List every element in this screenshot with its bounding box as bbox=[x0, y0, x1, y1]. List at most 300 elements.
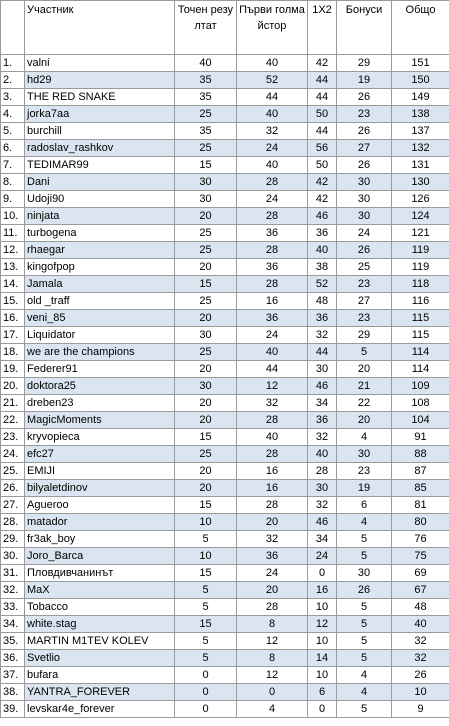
x12-cell: 42 bbox=[308, 174, 337, 191]
exact-result-cell: 20 bbox=[175, 395, 237, 412]
exact-result-cell: 20 bbox=[175, 259, 237, 276]
total-cell: 87 bbox=[392, 463, 449, 480]
header-exact-result: Точен резултат bbox=[175, 1, 237, 55]
exact-result-cell: 25 bbox=[175, 225, 237, 242]
x12-cell: 16 bbox=[308, 582, 337, 599]
exact-result-cell: 35 bbox=[175, 123, 237, 140]
participant-cell: THE RED SNAKE bbox=[25, 89, 175, 106]
first-scorer-cell: 32 bbox=[237, 395, 308, 412]
participant-cell: MagicMoments bbox=[25, 412, 175, 429]
x12-cell: 14 bbox=[308, 650, 337, 667]
total-cell: 114 bbox=[392, 344, 449, 361]
first-scorer-cell: 28 bbox=[237, 174, 308, 191]
table-row bbox=[1, 157, 449, 174]
bonus-cell: 23 bbox=[337, 310, 392, 327]
x12-cell: 50 bbox=[308, 106, 337, 123]
bonus-cell: 26 bbox=[337, 89, 392, 106]
exact-result-cell: 0 bbox=[175, 684, 237, 701]
participant-cell: Federer91 bbox=[25, 361, 175, 378]
table-row bbox=[1, 412, 449, 429]
participant-cell: levskar4e_forever bbox=[25, 701, 175, 718]
standings-body bbox=[1, 55, 449, 718]
total-cell: 121 bbox=[392, 225, 449, 242]
exact-result-cell: 10 bbox=[175, 548, 237, 565]
bonus-cell: 5 bbox=[337, 633, 392, 650]
participant-cell: hd29 bbox=[25, 72, 175, 89]
rank-cell: 17. bbox=[1, 327, 25, 344]
participant-cell: valni bbox=[25, 55, 175, 72]
exact-result-cell: 5 bbox=[175, 650, 237, 667]
participant-cell: Tobacco bbox=[25, 599, 175, 616]
participant-cell: ninjata bbox=[25, 208, 175, 225]
header-total: Общо bbox=[392, 1, 449, 55]
exact-result-cell: 15 bbox=[175, 565, 237, 582]
rank-cell: 19. bbox=[1, 361, 25, 378]
total-cell: 81 bbox=[392, 497, 449, 514]
x12-cell: 50 bbox=[308, 157, 337, 174]
rank-cell: 9. bbox=[1, 191, 25, 208]
bonus-cell: 23 bbox=[337, 276, 392, 293]
x12-cell: 42 bbox=[308, 191, 337, 208]
participant-cell: we are the champions bbox=[25, 344, 175, 361]
exact-result-cell: 30 bbox=[175, 378, 237, 395]
table-row bbox=[1, 208, 449, 225]
rank-cell: 2. bbox=[1, 72, 25, 89]
x12-cell: 38 bbox=[308, 259, 337, 276]
rank-cell: 22. bbox=[1, 412, 25, 429]
rank-cell: 5. bbox=[1, 123, 25, 140]
exact-result-cell: 25 bbox=[175, 140, 237, 157]
x12-cell: 42 bbox=[308, 55, 337, 72]
table-row bbox=[1, 446, 449, 463]
participant-cell: burchill bbox=[25, 123, 175, 140]
x12-cell: 30 bbox=[308, 480, 337, 497]
first-scorer-cell: 40 bbox=[237, 55, 308, 72]
total-cell: 119 bbox=[392, 242, 449, 259]
x12-cell: 40 bbox=[308, 446, 337, 463]
x12-cell: 56 bbox=[308, 140, 337, 157]
total-cell: 151 bbox=[392, 55, 449, 72]
first-scorer-cell: 20 bbox=[237, 582, 308, 599]
rank-cell: 23. bbox=[1, 429, 25, 446]
first-scorer-cell: 24 bbox=[237, 191, 308, 208]
rank-cell: 21. bbox=[1, 395, 25, 412]
first-scorer-cell: 12 bbox=[237, 378, 308, 395]
rank-cell: 26. bbox=[1, 480, 25, 497]
exact-result-cell: 30 bbox=[175, 174, 237, 191]
table-row bbox=[1, 480, 449, 497]
rank-cell: 31. bbox=[1, 565, 25, 582]
participant-cell: efc27 bbox=[25, 446, 175, 463]
bonus-cell: 24 bbox=[337, 225, 392, 242]
rank-cell: 18. bbox=[1, 344, 25, 361]
header-rank bbox=[1, 1, 25, 55]
x12-cell: 34 bbox=[308, 395, 337, 412]
rank-cell: 10. bbox=[1, 208, 25, 225]
exact-result-cell: 25 bbox=[175, 106, 237, 123]
rank-cell: 20. bbox=[1, 378, 25, 395]
rank-cell: 16. bbox=[1, 310, 25, 327]
total-cell: 108 bbox=[392, 395, 449, 412]
first-scorer-cell: 0 bbox=[237, 684, 308, 701]
table-row bbox=[1, 463, 449, 480]
table-row bbox=[1, 565, 449, 582]
x12-cell: 6 bbox=[308, 684, 337, 701]
x12-cell: 44 bbox=[308, 89, 337, 106]
bonus-cell: 25 bbox=[337, 259, 392, 276]
total-cell: 131 bbox=[392, 157, 449, 174]
rank-cell: 38. bbox=[1, 684, 25, 701]
x12-cell: 0 bbox=[308, 565, 337, 582]
first-scorer-cell: 40 bbox=[237, 429, 308, 446]
participant-cell: old _traff bbox=[25, 293, 175, 310]
participant-cell: rhaegar bbox=[25, 242, 175, 259]
x12-cell: 44 bbox=[308, 344, 337, 361]
bonus-cell: 4 bbox=[337, 514, 392, 531]
rank-cell: 25. bbox=[1, 463, 25, 480]
x12-cell: 46 bbox=[308, 378, 337, 395]
first-scorer-cell: 36 bbox=[237, 225, 308, 242]
bonus-cell: 27 bbox=[337, 293, 392, 310]
x12-cell: 28 bbox=[308, 463, 337, 480]
participant-cell: Joro_Barca bbox=[25, 548, 175, 565]
exact-result-cell: 0 bbox=[175, 701, 237, 718]
x12-cell: 32 bbox=[308, 429, 337, 446]
rank-cell: 4. bbox=[1, 106, 25, 123]
table-row bbox=[1, 684, 449, 701]
bonus-cell: 26 bbox=[337, 123, 392, 140]
total-cell: 32 bbox=[392, 650, 449, 667]
exact-result-cell: 25 bbox=[175, 293, 237, 310]
total-cell: 149 bbox=[392, 89, 449, 106]
first-scorer-cell: 16 bbox=[237, 480, 308, 497]
x12-cell: 36 bbox=[308, 310, 337, 327]
total-cell: 118 bbox=[392, 276, 449, 293]
first-scorer-cell: 28 bbox=[237, 446, 308, 463]
participant-cell: EMIJI bbox=[25, 463, 175, 480]
participant-cell: Agueroo bbox=[25, 497, 175, 514]
first-scorer-cell: 8 bbox=[237, 616, 308, 633]
total-cell: 48 bbox=[392, 599, 449, 616]
exact-result-cell: 20 bbox=[175, 310, 237, 327]
bonus-cell: 5 bbox=[337, 701, 392, 718]
first-scorer-cell: 28 bbox=[237, 208, 308, 225]
table-row bbox=[1, 616, 449, 633]
participant-cell: jorka7aa bbox=[25, 106, 175, 123]
bonus-cell: 30 bbox=[337, 565, 392, 582]
table-row bbox=[1, 531, 449, 548]
exact-result-cell: 5 bbox=[175, 599, 237, 616]
total-cell: 85 bbox=[392, 480, 449, 497]
total-cell: 138 bbox=[392, 106, 449, 123]
rank-cell: 34. bbox=[1, 616, 25, 633]
participant-cell: Dani bbox=[25, 174, 175, 191]
bonus-cell: 4 bbox=[337, 667, 392, 684]
total-cell: 150 bbox=[392, 72, 449, 89]
header-participant: Участник bbox=[25, 1, 175, 55]
participant-cell: fr3ak_boy bbox=[25, 531, 175, 548]
table-row bbox=[1, 123, 449, 140]
table-row bbox=[1, 276, 449, 293]
bonus-cell: 4 bbox=[337, 429, 392, 446]
bonus-cell: 5 bbox=[337, 548, 392, 565]
table-row bbox=[1, 497, 449, 514]
rank-cell: 11. bbox=[1, 225, 25, 242]
table-row bbox=[1, 514, 449, 531]
first-scorer-cell: 40 bbox=[237, 344, 308, 361]
exact-result-cell: 30 bbox=[175, 327, 237, 344]
rank-cell: 35. bbox=[1, 633, 25, 650]
rank-cell: 33. bbox=[1, 599, 25, 616]
rank-cell: 6. bbox=[1, 140, 25, 157]
table-row bbox=[1, 361, 449, 378]
total-cell: 80 bbox=[392, 514, 449, 531]
x12-cell: 46 bbox=[308, 514, 337, 531]
bonus-cell: 22 bbox=[337, 395, 392, 412]
participant-cell: dreben23 bbox=[25, 395, 175, 412]
total-cell: 67 bbox=[392, 582, 449, 599]
participant-cell: doktora25 bbox=[25, 378, 175, 395]
x12-cell: 10 bbox=[308, 667, 337, 684]
participant-cell: bufara bbox=[25, 667, 175, 684]
first-scorer-cell: 36 bbox=[237, 548, 308, 565]
total-cell: 40 bbox=[392, 616, 449, 633]
total-cell: 104 bbox=[392, 412, 449, 429]
bonus-cell: 26 bbox=[337, 157, 392, 174]
bonus-cell: 27 bbox=[337, 140, 392, 157]
participant-cell: YANTRA_FOREVER bbox=[25, 684, 175, 701]
first-scorer-cell: 24 bbox=[237, 140, 308, 157]
rank-cell: 28. bbox=[1, 514, 25, 531]
exact-result-cell: 5 bbox=[175, 531, 237, 548]
table-row bbox=[1, 174, 449, 191]
first-scorer-cell: 12 bbox=[237, 633, 308, 650]
participant-cell: turbogena bbox=[25, 225, 175, 242]
header-first-scorer: Първи голмайстор bbox=[237, 1, 308, 55]
bonus-cell: 30 bbox=[337, 191, 392, 208]
header-row bbox=[1, 1, 449, 55]
rank-cell: 14. bbox=[1, 276, 25, 293]
exact-result-cell: 20 bbox=[175, 412, 237, 429]
participant-cell: TEDIMAR99 bbox=[25, 157, 175, 174]
exact-result-cell: 15 bbox=[175, 276, 237, 293]
bonus-cell: 26 bbox=[337, 582, 392, 599]
exact-result-cell: 20 bbox=[175, 480, 237, 497]
participant-cell: Пловдивчанинът bbox=[25, 565, 175, 582]
x12-cell: 36 bbox=[308, 225, 337, 242]
exact-result-cell: 30 bbox=[175, 191, 237, 208]
rank-cell: 37. bbox=[1, 667, 25, 684]
first-scorer-cell: 52 bbox=[237, 72, 308, 89]
table-row bbox=[1, 650, 449, 667]
first-scorer-cell: 16 bbox=[237, 463, 308, 480]
participant-cell: Udoji90 bbox=[25, 191, 175, 208]
total-cell: 115 bbox=[392, 327, 449, 344]
x12-cell: 44 bbox=[308, 72, 337, 89]
header-bonuses: Бонуси bbox=[337, 1, 392, 55]
exact-result-cell: 20 bbox=[175, 208, 237, 225]
bonus-cell: 21 bbox=[337, 378, 392, 395]
x12-cell: 30 bbox=[308, 361, 337, 378]
bonus-cell: 5 bbox=[337, 616, 392, 633]
total-cell: 119 bbox=[392, 259, 449, 276]
participant-cell: Liquidator bbox=[25, 327, 175, 344]
first-scorer-cell: 28 bbox=[237, 599, 308, 616]
participant-cell: white.stag bbox=[25, 616, 175, 633]
total-cell: 10 bbox=[392, 684, 449, 701]
x12-cell: 10 bbox=[308, 599, 337, 616]
rank-cell: 12. bbox=[1, 242, 25, 259]
participant-cell: matador bbox=[25, 514, 175, 531]
first-scorer-cell: 16 bbox=[237, 293, 308, 310]
table-row bbox=[1, 327, 449, 344]
total-cell: 114 bbox=[392, 361, 449, 378]
exact-result-cell: 35 bbox=[175, 89, 237, 106]
x12-cell: 32 bbox=[308, 497, 337, 514]
exact-result-cell: 25 bbox=[175, 344, 237, 361]
x12-cell: 36 bbox=[308, 412, 337, 429]
bonus-cell: 30 bbox=[337, 208, 392, 225]
bonus-cell: 5 bbox=[337, 531, 392, 548]
first-scorer-cell: 8 bbox=[237, 650, 308, 667]
bonus-cell: 23 bbox=[337, 106, 392, 123]
bonus-cell: 30 bbox=[337, 174, 392, 191]
rank-cell: 13. bbox=[1, 259, 25, 276]
total-cell: 9 bbox=[392, 701, 449, 718]
table-row bbox=[1, 242, 449, 259]
table-row bbox=[1, 395, 449, 412]
first-scorer-cell: 40 bbox=[237, 106, 308, 123]
first-scorer-cell: 32 bbox=[237, 531, 308, 548]
table-row bbox=[1, 72, 449, 89]
first-scorer-cell: 36 bbox=[237, 259, 308, 276]
x12-cell: 12 bbox=[308, 616, 337, 633]
table-row bbox=[1, 633, 449, 650]
bonus-cell: 29 bbox=[337, 55, 392, 72]
x12-cell: 34 bbox=[308, 531, 337, 548]
exact-result-cell: 0 bbox=[175, 667, 237, 684]
rank-cell: 8. bbox=[1, 174, 25, 191]
table-row bbox=[1, 259, 449, 276]
first-scorer-cell: 28 bbox=[237, 276, 308, 293]
table-row bbox=[1, 548, 449, 565]
total-cell: 115 bbox=[392, 310, 449, 327]
exact-result-cell: 15 bbox=[175, 497, 237, 514]
bonus-cell: 6 bbox=[337, 497, 392, 514]
bonus-cell: 5 bbox=[337, 344, 392, 361]
first-scorer-cell: 44 bbox=[237, 361, 308, 378]
first-scorer-cell: 28 bbox=[237, 412, 308, 429]
table-row bbox=[1, 293, 449, 310]
total-cell: 126 bbox=[392, 191, 449, 208]
total-cell: 88 bbox=[392, 446, 449, 463]
rank-cell: 39. bbox=[1, 701, 25, 718]
bonus-cell: 30 bbox=[337, 446, 392, 463]
exact-result-cell: 5 bbox=[175, 633, 237, 650]
total-cell: 109 bbox=[392, 378, 449, 395]
first-scorer-cell: 4 bbox=[237, 701, 308, 718]
exact-result-cell: 25 bbox=[175, 242, 237, 259]
first-scorer-cell: 40 bbox=[237, 157, 308, 174]
table-row bbox=[1, 429, 449, 446]
participant-cell: MaX bbox=[25, 582, 175, 599]
table-row bbox=[1, 225, 449, 242]
total-cell: 132 bbox=[392, 140, 449, 157]
total-cell: 75 bbox=[392, 548, 449, 565]
x12-cell: 44 bbox=[308, 123, 337, 140]
exact-result-cell: 5 bbox=[175, 582, 237, 599]
bonus-cell: 29 bbox=[337, 327, 392, 344]
rank-cell: 27. bbox=[1, 497, 25, 514]
participant-cell: Jamala bbox=[25, 276, 175, 293]
table-row bbox=[1, 89, 449, 106]
x12-cell: 24 bbox=[308, 548, 337, 565]
table-row bbox=[1, 106, 449, 123]
participant-cell: Svetlio bbox=[25, 650, 175, 667]
total-cell: 124 bbox=[392, 208, 449, 225]
first-scorer-cell: 32 bbox=[237, 123, 308, 140]
table-row bbox=[1, 344, 449, 361]
exact-result-cell: 15 bbox=[175, 157, 237, 174]
table-row bbox=[1, 701, 449, 718]
rank-cell: 1. bbox=[1, 55, 25, 72]
participant-cell: kingofpop bbox=[25, 259, 175, 276]
total-cell: 26 bbox=[392, 667, 449, 684]
x12-cell: 46 bbox=[308, 208, 337, 225]
first-scorer-cell: 24 bbox=[237, 565, 308, 582]
rank-cell: 15. bbox=[1, 293, 25, 310]
rank-cell: 36. bbox=[1, 650, 25, 667]
table-row bbox=[1, 378, 449, 395]
header-1x2: 1X2 bbox=[308, 1, 337, 55]
total-cell: 69 bbox=[392, 565, 449, 582]
total-cell: 137 bbox=[392, 123, 449, 140]
bonus-cell: 19 bbox=[337, 480, 392, 497]
first-scorer-cell: 20 bbox=[237, 514, 308, 531]
bonus-cell: 19 bbox=[337, 72, 392, 89]
total-cell: 116 bbox=[392, 293, 449, 310]
rank-cell: 29. bbox=[1, 531, 25, 548]
first-scorer-cell: 44 bbox=[237, 89, 308, 106]
table-row bbox=[1, 140, 449, 157]
rank-cell: 32. bbox=[1, 582, 25, 599]
participant-cell: veni_85 bbox=[25, 310, 175, 327]
first-scorer-cell: 12 bbox=[237, 667, 308, 684]
first-scorer-cell: 36 bbox=[237, 310, 308, 327]
participant-cell: radoslav_rashkov bbox=[25, 140, 175, 157]
x12-cell: 0 bbox=[308, 701, 337, 718]
bonus-cell: 26 bbox=[337, 242, 392, 259]
bonus-cell: 20 bbox=[337, 412, 392, 429]
participant-cell: bilyaletdinov bbox=[25, 480, 175, 497]
participant-cell: MARTIN M1TEV KOLEV bbox=[25, 633, 175, 650]
exact-result-cell: 20 bbox=[175, 361, 237, 378]
bonus-cell: 20 bbox=[337, 361, 392, 378]
bonus-cell: 5 bbox=[337, 650, 392, 667]
x12-cell: 52 bbox=[308, 276, 337, 293]
bonus-cell: 4 bbox=[337, 684, 392, 701]
table-row bbox=[1, 55, 449, 72]
x12-cell: 10 bbox=[308, 633, 337, 650]
first-scorer-cell: 24 bbox=[237, 327, 308, 344]
rank-cell: 30. bbox=[1, 548, 25, 565]
first-scorer-cell: 28 bbox=[237, 242, 308, 259]
exact-result-cell: 10 bbox=[175, 514, 237, 531]
total-cell: 91 bbox=[392, 429, 449, 446]
participant-cell: kryvopieca bbox=[25, 429, 175, 446]
rank-cell: 24. bbox=[1, 446, 25, 463]
exact-result-cell: 35 bbox=[175, 72, 237, 89]
